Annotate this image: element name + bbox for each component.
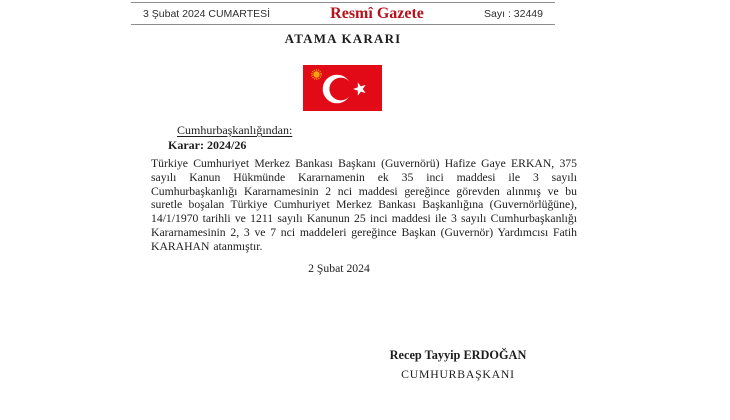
issuing-authority: Cumhurbaşkanlığından: <box>177 123 293 137</box>
signatory-title: CUMHURBAŞKANI <box>401 368 515 381</box>
gazette-date: 3 Şubat 2024 CUMARTESİ <box>143 7 271 20</box>
gazette-header <box>131 2 555 25</box>
signatory-name: Recep Tayyip ERDOĞAN <box>389 348 527 362</box>
signature-block <box>340 348 576 381</box>
decree-body: Türkiye Cumhuriyet Merkez Bankası Başkanı (Guvernörü) Hafize Gaye ERKAN, 375 sayılı Kanun Hükmünde Kararnamenin ek 35 inci maddesi ile 3 sayılı Cumhurbaşkanlığı Kararnamesinin 2 nci maddesi gereğince görevden alınmış ve bu suretle boşalan Türkiye Cumhuriyet Merkez Bankası Başkanlığına (Guvernörlüğüne), 14/1/1970 tarihli ve 1211 sayılı Kanunun 25 inci maddesi ile 3 sayılı Cumhurbaşkanlığı Kararnamesinin 2, 3 ve 7 nci maddeleri gereğince Başkan (Guvernör) Yardımcısı Fatih KARAHAN atanmıştır. <box>151 157 577 253</box>
decree-date: 2 Şubat 2024 <box>308 262 370 275</box>
gazette-title: Resmî Gazete <box>330 4 424 22</box>
turkish-presidential-flag-icon <box>303 65 382 111</box>
decision-number: Karar: 2024/26 <box>168 138 247 152</box>
decree-title: ATAMA KARARI <box>284 31 402 46</box>
gazette-issue-number: Sayı : 32449 <box>484 7 543 20</box>
